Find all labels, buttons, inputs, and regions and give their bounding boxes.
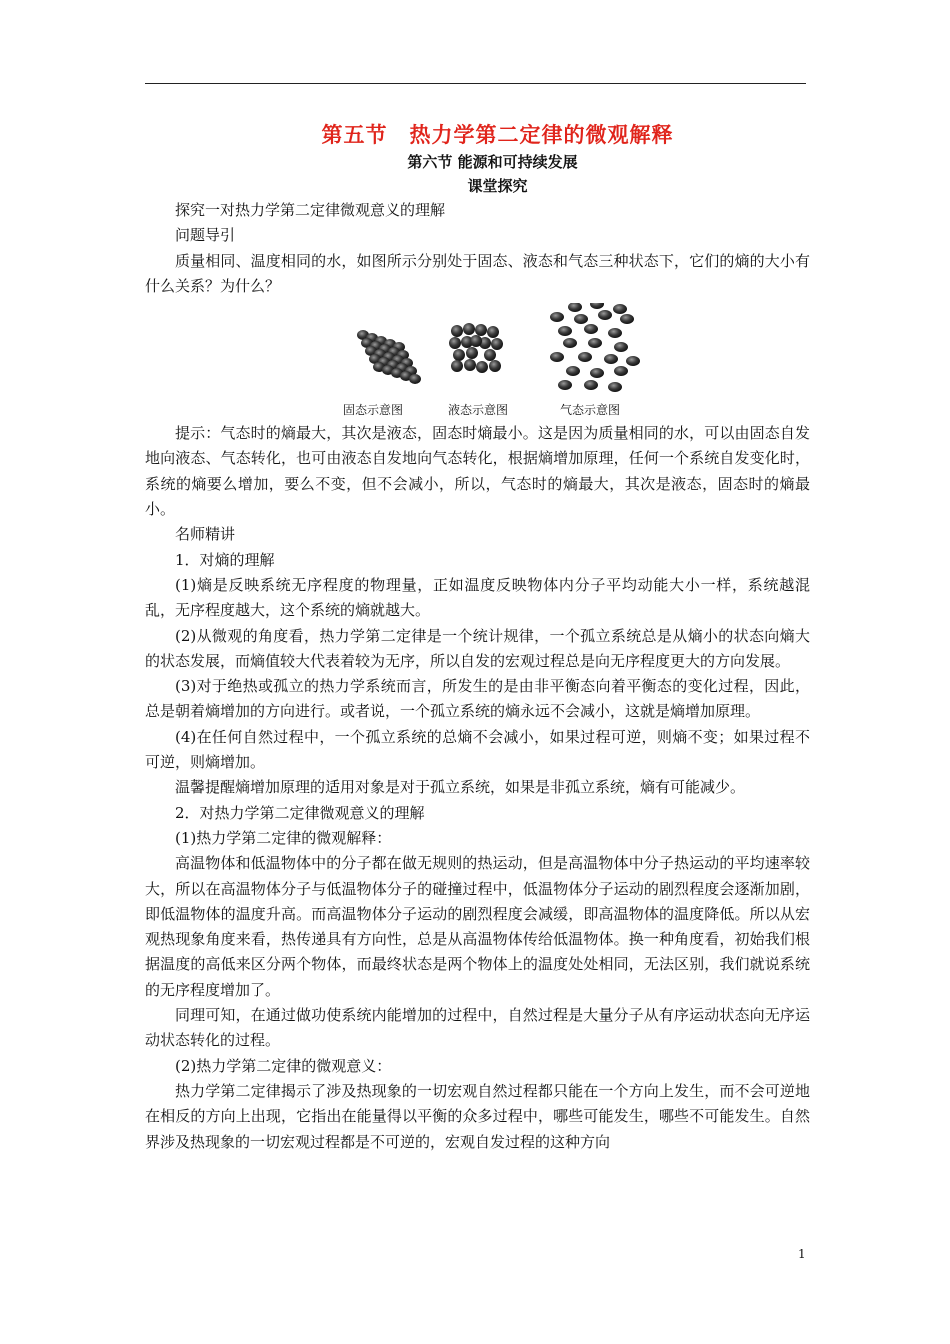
molecule [590,303,604,309]
molecule [574,314,588,324]
molecule [409,374,421,384]
paragraph: (4)在任何自然过程中，一个孤立系统的总熵不会减小，如果过程可逆，则熵不变；如果过程不可逆，则熵增加。 [145,727,810,772]
molecule [451,360,463,372]
paragraph: 探究一对热力学第二定律微观意义的理解 [175,201,446,219]
paragraph: (2)从微观的角度看，热力学第二定律是一个统计规律，一个孤立系统总是从熵小的状态向熵大的状态发展，而熵值较大代表着较为无序，所以自发的宏观过程总是向无序程度更大的方向发展。 [145,626,810,670]
page-number: 1 [798,1247,806,1261]
molecule [464,359,476,371]
molecule [470,335,482,347]
molecule [578,352,592,362]
molecule-diagrams [145,303,810,403]
document-title: 第五节 热力学第二定律的微观解释 [321,122,674,147]
molecule [558,326,572,336]
molecule [489,360,501,372]
molecule [588,338,602,348]
section-heading: 课堂探究 [467,177,528,195]
molecule [584,324,598,334]
molecule [491,338,503,350]
header-rule [145,83,806,84]
molecule [604,354,618,364]
molecule [476,361,488,373]
molecule [613,304,627,314]
molecule [563,338,577,348]
paragraph: 提示：气态时的熵最大，其次是液态，固态时熵最小。这是因为质量相同的水，可以由固态自发地向液态、气态转化，也可由液态自发地向气态转化，根据熵增加原理，任何一个系统自发变化时，系统的熵要么增加，要么不变，但不会减小，所以，气态时的熵最大，其次是液态，固态时的熵最小。 [145,424,810,519]
paragraph: (1)熵是反映系统无序程度的物理量，正如温度反映物体内分子平均动能大小一样，系统越混乱，无序程度越大，这个系统的熵就越大。 [145,575,810,620]
paragraph: 1．对熵的理解 [175,550,275,569]
paragraph: 热力学第二定律揭示了涉及热现象的一切宏观自然过程都只能在一个方向上发生，而不会可逆地在相反的方向上出现，它指出在能量得以平衡的众多过程中，哪些可能发生，哪些不可能发生。自然界涉及热现象的一切宏观过程都是不可逆的，宏观自发过程的这种方向 [145,1081,810,1151]
caption-solid: 固态示意图 [343,403,404,418]
molecule [449,337,461,349]
paragraph: 同理可知，在通过做功使系统内能增加的过程中，自然过程是大量分子从有序运动状态向无序运动状态转化的过程。 [145,1006,810,1050]
molecule [550,352,564,362]
solid-state-diagram [357,330,421,384]
paragraph: 高温物体和低温物体中的分子都在做无规则的热运动，但是高温物体中分子热运动的平均速率较大，所以在高温物体分子与低温物体分子的碰撞过程中，低温物体分子运动的剧烈程度会逐渐加剧，即低温物体的温度升高。而高温物体分子运动的剧烈程度会减缓，即高温物体的温度降低。所以从宏观热现象角度来看，热传递具有方向性，总是从高温物体传给低温物体。换一种角度看，初始我们根据温度的高低来区分两个物体，而最终状态是两个物体上的温度处处相同，无法区别，我们就说系统的无序程度增加了。 [145,854,810,999]
molecule [463,323,475,335]
paragraph: (1)热力学第二定律的微观解释： [175,828,392,847]
molecule [620,314,634,324]
molecule [608,328,622,338]
molecule [475,324,487,336]
liquid-state-diagram [449,323,503,373]
document-subtitle: 第六节 能源和可持续发展 [407,153,578,171]
molecule [487,326,499,338]
paragraph: 问题导引 [175,226,236,245]
molecule [590,368,604,378]
states-figure [145,303,810,421]
paragraph: 2．对热力学第二定律微观意义的理解 [175,803,425,822]
molecule [566,366,580,376]
molecule [626,356,640,366]
molecule [453,349,465,361]
caption-liquid: 液态示意图 [448,403,509,418]
paragraph: (2)热力学第二定律的微观意义： [175,1056,392,1075]
molecule [614,342,628,352]
molecule [568,303,582,312]
molecule [451,325,463,337]
molecule [550,312,564,322]
molecule [584,380,598,390]
molecule [598,310,612,320]
document-body [145,120,810,1155]
gas-state-diagram [550,303,640,392]
paragraph: 质量相同、温度相同的水，如图所示分别处于固态、液态和气态三种状态下，它们的熵的大小有什么关系？为什么？ [145,251,810,295]
paragraph: 温馨提醒熵增加原理的适用对象是对于孤立系统，如果是非孤立系统，熵有可能减少。 [175,778,746,797]
paragraph: 名师精讲 [175,525,236,544]
molecule [484,349,496,361]
paragraph: (3)对于绝热或孤立的热力学系统而言，所发生的是由非平衡态向着平衡态的变化过程，因此，总是朝着熵增加的方向进行。或者说，一个孤立系统的熵永远不会减小，这就是熵增加原理。 [145,677,810,721]
molecule [466,347,478,359]
molecule [608,382,622,392]
molecule [558,380,572,390]
molecule [614,366,628,376]
caption-gas: 气态示意图 [560,403,621,418]
